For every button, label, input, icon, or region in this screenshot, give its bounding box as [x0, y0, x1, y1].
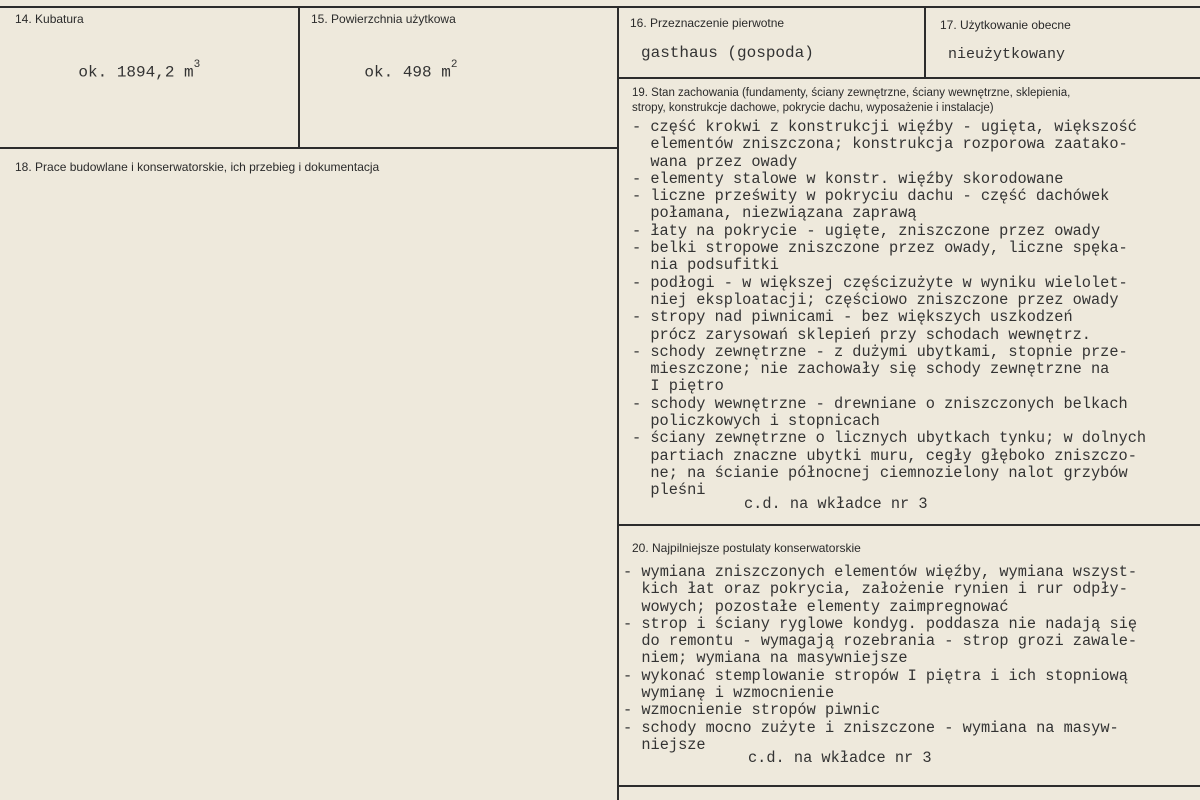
list-line: policzkowych i stopnicach [632, 412, 880, 431]
field-15-label: 15. Powierzchnia użytkowa [311, 12, 456, 26]
list-line: połamana, niezwiązana zaprawą [632, 204, 917, 223]
list-line: - schody wewnętrzne - drewniane o zniszczonych belkach [632, 394, 1128, 413]
list-line: - schody zewnętrzne - z dużymi ubytkami, stopnie prze- [632, 342, 1128, 361]
field-19-condition-list [632, 119, 1146, 500]
list-line: - podłogi - w większej częścizużyte w wyniku wielolet- [632, 273, 1128, 292]
list-line: - część krokwi z konstrukcji więźby - ugięta, większość [632, 118, 1137, 136]
divider-horizontal-left [0, 147, 619, 149]
list-line: do remontu - wymagają rozebrania - strop grozi zawale- [623, 632, 1138, 651]
field-16-value: gasthaus (gospoda) [641, 44, 814, 62]
divider-vertical-1 [298, 6, 300, 148]
list-line: ne; na ścianie północnej ciemnozielony nalot grzybów [632, 463, 1128, 482]
divider-horizontal-right-2 [617, 524, 1200, 526]
list-line: - schody mocno zużyte i zniszczone - wymiana na masyw- [623, 718, 1119, 737]
list-line: nia podsufitki [632, 256, 779, 275]
field-15-value-text: ok. 498 m [364, 63, 451, 82]
list-line: I piętro [632, 377, 724, 396]
divider-vertical-3 [924, 6, 926, 78]
field-14-value-text: ok. 1894,2 m [78, 63, 194, 82]
list-line: - belki stropowe zniszczone przez owady, liczne spęka- [632, 239, 1128, 258]
list-line: wowych; pozostałe elementy zaimpregnować [623, 597, 1009, 616]
list-line: - ściany zewnętrzne o licznych ubytkach tynku; w dolnych [632, 429, 1147, 448]
list-line: - wymiana zniszczonych elementów więźby, wymiana wszyst- [623, 563, 1138, 581]
list-line: kich łat oraz pokrycia, założenie rynien i rur odpły- [623, 580, 1128, 599]
field-19-label-line1: 19. Stan zachowania (fundamenty, ściany zewnętrzne, ściany wewnętrzne, sklepienia, [632, 87, 1071, 99]
top-border [0, 6, 1200, 8]
field-19-continuation-note: c.d. na wkładce nr 3 [744, 495, 928, 513]
field-15-value [326, 44, 457, 99]
list-line: - liczne prześwity w pokryciu dachu - część dachówek [632, 187, 1110, 206]
list-line: - łaty na pokrycie - ugięte, zniszczone przez owady [632, 221, 1101, 240]
field-17-label: 17. Użytkowanie obecne [940, 18, 1071, 32]
list-line: niej eksploatacji; częściowo zniszczone przez owady [632, 290, 1119, 309]
list-line: niejsze [623, 735, 706, 754]
list-line: niem; wymiana na masywniejsze [623, 649, 908, 668]
field-14-unit-exponent: 3 [193, 59, 201, 71]
list-line: prócz zarysowań sklepień przy schodach wewnętrz. [632, 325, 1091, 344]
field-20-continuation-note: c.d. na wkładce nr 3 [748, 749, 932, 767]
list-line: - elementy stalowe w konstr. więźby skorodowane [632, 169, 1064, 188]
field-20-label: 20. Najpilniejsze postulaty konserwatorskie [632, 541, 861, 555]
bottom-border-right [617, 785, 1200, 787]
list-line: wana przez owady [632, 152, 798, 171]
list-line: wymianę i wzmocnienie [623, 684, 835, 703]
list-line: partiach znaczne ubytki muru, cegły głęboko zniszczo- [632, 446, 1137, 465]
field-18-label: 18. Prace budowlane i konserwatorskie, ich przebieg i dokumentacja [15, 160, 380, 174]
divider-vertical-2 [617, 6, 619, 800]
field-14-value [40, 44, 200, 99]
field-15-unit-exponent: 2 [450, 59, 458, 71]
list-line: - wykonać stemplowanie stropów I piętra i ich stopniową [623, 666, 1128, 685]
list-line: pleśni [632, 481, 706, 500]
list-line: elementów zniszczona; konstrukcja rozporowa zaatako- [632, 135, 1128, 154]
list-line: mieszczone; nie zachowały się schody zewnętrzne na [632, 360, 1110, 379]
field-19-label-line2: stropy, konstrukcje dachowe, pokrycie dachu, wyposażenie i instalacje) [632, 102, 994, 114]
list-line: - strop i ściany ryglowe kondyg. poddasza nie nadają się [623, 614, 1138, 633]
list-line: - wzmocnienie stropów piwnic [623, 701, 881, 720]
divider-horizontal-right-1 [617, 77, 1200, 79]
field-20-postulates-list [623, 564, 1137, 754]
field-16-label: 16. Przeznaczenie pierwotne [630, 16, 785, 30]
list-line: - stropy nad piwnicami - bez większych uszkodzeń [632, 308, 1073, 327]
field-14-label: 14. Kubatura [15, 12, 84, 26]
field-17-value: nieużytkowany [948, 46, 1066, 63]
